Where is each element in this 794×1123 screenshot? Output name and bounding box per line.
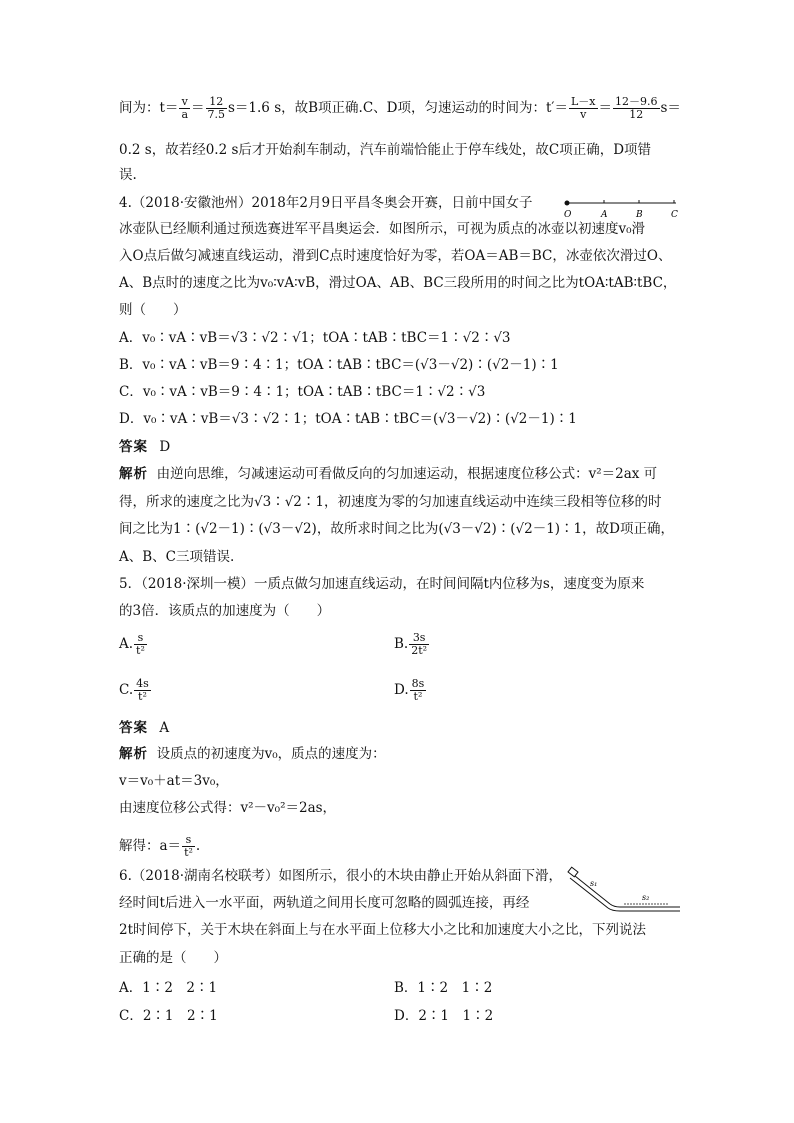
q4-option-d: D．v₀∶vA∶vB＝√3∶√2∶1；tOA∶tAB∶tBC＝(√3－√2)∶(√2－1)∶1 — [119, 411, 577, 427]
q4-option-a: A．v₀∶vA∶vB＝√3∶√2∶√1；tOA∶tAB∶tBC＝1∶√2∶√3 — [119, 330, 511, 346]
point-C-label: C — [671, 210, 678, 220]
q4-explanation-line-3: 间之比为1∶(√2－1)∶(√3－√2)，故所求时间之比为(√3－√2)∶(√2－1)∶1，故D项正确， — [119, 521, 674, 537]
q5-option-d: D. $\frac{8s}{\text{t²}}$ — [394, 677, 425, 703]
answer-value: D — [159, 439, 172, 455]
q4-line-3: 入O点后做匀减速直线运动，滑到C点时速度恰好为零，若OA＝AB＝BC，冰壶依次滑过O、 — [119, 248, 672, 264]
answer-value: A — [159, 720, 171, 736]
q5-option-a: A. $\frac{s}{\text{t²}}$ — [119, 631, 145, 657]
fraction: $\frac{12}{7.5}$ — [207, 95, 225, 121]
q6-line-2: 经时间t后进入一水平面，两轨道之间用长度可忽略的圆弧连接，再经 — [119, 895, 530, 911]
q6-line-1: 6.（2018·湖南名校联考）如图所示，很小的木块由静止开始从斜面下滑， — [119, 868, 563, 884]
q4-line-1: 4.（2018·安徽池州）2018年2月9日平昌冬奥会开赛，日前中国女子 — [119, 195, 533, 211]
q4-line-diagram — [560, 196, 682, 220]
q5-answer — [119, 720, 170, 736]
answer-label: 答案 — [119, 720, 148, 736]
para-line-2: 0.2 s，故若经0.2 s后才开始刹车制动，汽车前端恰能止于停车线处，故C项正确，D项错 — [119, 142, 652, 158]
q5-line-2: 的3倍．该质点的加速度为（ ） — [119, 603, 331, 619]
q4-explanation-line-2: 得，所求的速度之比为√3∶√2∶1，初速度为零的匀加速直线运动中连续三段相等位移的时 — [119, 494, 662, 510]
q4-line-2: 冰壶队已经顺利通过预选赛进军平昌奥运会．如图所示，可视为质点的冰壶以初速度v₀滑 — [119, 221, 646, 237]
q4-answer — [119, 439, 171, 455]
q5-explanation-line-2: v＝v₀＋at＝3v₀， — [119, 773, 229, 789]
fraction: $\frac{12-9.6}{12}$ — [615, 95, 658, 121]
q4-explanation-line-1: 解析 由逆向思维，匀减速运动可看做反向的匀加速运动，根据速度位移公式：v²＝2ax 可 — [119, 466, 658, 482]
q4-line-5: 则（ ） — [119, 302, 187, 318]
q5-option-c: C. $\frac{4s}{\text{t²}}$ — [119, 677, 149, 703]
q6-line-3: 2t时间停下，关于木块在斜面上与在水平面上位移大小之比和加速度大小之比，下列说法 — [119, 922, 647, 938]
q6-slope-diagram — [564, 866, 686, 914]
q6-line-4: 正确的是（ ） — [119, 950, 227, 966]
q6-option-d: D．2∶1 1∶2 — [394, 1008, 494, 1024]
para-line-3: 误. — [119, 167, 137, 183]
explanation-label: 解析 — [119, 466, 148, 482]
q5-explanation-line-3: 由速度位移公式得：v²－v₀²＝2as， — [119, 800, 337, 816]
explanation-label: 解析 — [119, 746, 148, 762]
answer-label: 答案 — [119, 439, 148, 455]
q4-line-4: A、B点时的速度之比为v₀∶vA∶vB，滑过OA、AB、BC三段所用的时间之比为tOA∶tAB∶tBC， — [119, 275, 677, 291]
s2-label: s₂ — [642, 893, 650, 902]
q5-explanation-line-4: 解得：a＝ $\frac{s}{\text{t²}}$ . — [119, 833, 201, 859]
s1-label: s₁ — [590, 879, 598, 888]
q4-option-b: B．v₀∶vA∶vB＝9∶4∶1；tOA∶tAB∶tBC＝(√3－√2)∶(√2－1)∶1 — [119, 357, 559, 373]
q4-option-c: C．v₀∶vA∶vB＝9∶4∶1；tOA∶tAB∶tBC＝1∶√2∶√3 — [119, 384, 486, 400]
para-line-1: 间为：t＝ $\frac{v}{a}$ ＝ $\frac{12}{7.5}$ s＝1.6 s，故B项正确.C、D项，匀速运动的时间为：t′＝ $\frac{L-x}{v}$ ＝ $\frac{12-9.6}{12}$ s＝ — [119, 95, 681, 121]
text: 间为：t＝ — [119, 100, 179, 116]
fraction: $\frac{v}{a}$ — [181, 95, 188, 121]
q6-option-b: B．1∶2 1∶2 — [394, 980, 493, 996]
point-A-label: A — [601, 210, 608, 220]
point-B-label: B — [636, 210, 643, 220]
fraction: $\frac{L-x}{v}$ — [570, 95, 596, 121]
q6-option-c: C．2∶1 2∶1 — [119, 1008, 218, 1024]
q5-explanation-line-1: 解析 设质点的初速度为v₀，质点的速度为： — [119, 746, 386, 762]
q5-line-1: 5．（2018·深圳一模）一质点做匀加速直线运动，在时间间隔t内位移为s，速度变为原来 — [119, 576, 645, 592]
q5-option-b: B. $\frac{3s}{\text{2t²}}$ — [394, 631, 428, 657]
point-O-label: O — [564, 210, 572, 220]
q6-option-a: A．1∶2 2∶1 — [119, 980, 218, 996]
q4-explanation-line-4: A、B、C三项错误. — [119, 549, 235, 565]
